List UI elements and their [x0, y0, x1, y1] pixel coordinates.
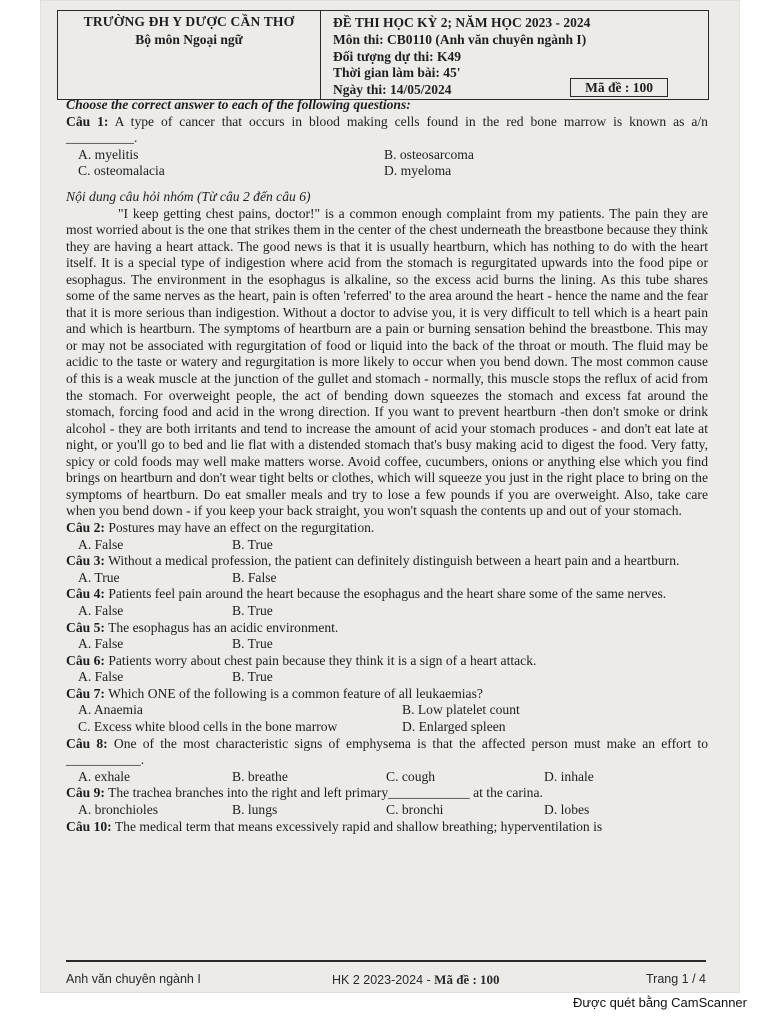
option-b: B. osteosarcoma: [384, 146, 474, 162]
question-1: [66, 114, 708, 147]
question-text: One of the most characteristic signs of emphysema is that the affected person must make an effort to ___________.: [66, 735, 708, 768]
question-4: [66, 586, 708, 603]
header-school-block: [58, 11, 321, 99]
question-text: The medical term that means excessively rapid and shallow breathing; hyperventilation is: [114, 818, 603, 834]
option-a: A. False: [78, 602, 124, 618]
option-a: A. Anaemia: [78, 702, 143, 718]
exam-audience: Đối tượng dự thi: K49: [333, 48, 461, 64]
option-c: C. cough: [386, 768, 436, 784]
option-b: B. False: [232, 569, 277, 585]
question-label: Câu 7:: [66, 685, 105, 701]
question-9-options: [66, 802, 708, 819]
exam-code-box: Mã đề : 100: [570, 78, 668, 97]
footer-course: Anh văn chuyên ngành I: [66, 972, 201, 986]
question-4-options: [66, 603, 708, 620]
exam-date: Ngày thi: 14/05/2024: [333, 82, 452, 98]
option-b: B. True: [232, 536, 273, 552]
question-2: [66, 520, 708, 537]
exam-title: ĐỀ THI HỌC KỲ 2; NĂM HỌC 2023 - 2024: [333, 15, 591, 30]
question-label: Câu 2:: [66, 519, 105, 535]
question-text: Patients feel pain around the heart because the esophagus and the heart share some of the same nerves.: [108, 586, 667, 602]
option-b: B. Low platelet count: [402, 702, 520, 718]
question-text: The trachea branches into the right and left primary____________ at the carina.: [108, 785, 543, 801]
question-1-options-row1: [66, 147, 708, 164]
option-d: D. Enlarged spleen: [402, 719, 506, 735]
header-exam-block: [321, 11, 708, 99]
question-8-options: [66, 769, 708, 786]
question-7-options-row1: [66, 702, 708, 719]
question-text: Which ONE of the following is a common feature of all leukaemias?: [108, 685, 483, 701]
question-text: Postures may have an effect on the regurgitation.: [108, 519, 375, 535]
option-c: C. Excess white blood cells in the bone marrow: [78, 719, 338, 735]
footer-exam-code: Mã đề : 100: [434, 972, 500, 987]
question-text: The esophagus has an acidic environment.: [108, 619, 339, 635]
footer-term: [332, 972, 500, 988]
question-label: Câu 8:: [66, 735, 108, 751]
camscanner-note: Được quét bằng CamScanner: [572, 995, 747, 1010]
question-7-options-row2: [66, 719, 708, 736]
option-a: A. bronchioles: [78, 802, 159, 818]
option-c: C. osteomalacia: [78, 163, 165, 179]
option-d: D. myeloma: [384, 163, 452, 179]
question-3: [66, 553, 708, 570]
question-label: Câu 9:: [66, 785, 105, 801]
option-a: A. False: [78, 636, 124, 652]
exam-subject: Môn thi: CB0110 (Anh văn chuyên ngành I): [333, 31, 587, 47]
instruction-text: Choose the correct answer to each of the following questions:: [66, 97, 411, 112]
question-text: A type of cancer that occurs in blood making cells found in the red bone marrow is known as a/n __________.: [66, 113, 708, 146]
option-d: D. inhale: [544, 768, 594, 784]
question-5-options: [66, 636, 708, 653]
option-a: A. True: [78, 569, 120, 585]
footer-page-number: Trang 1 / 4: [646, 972, 706, 986]
option-a: A. myelitis: [78, 146, 139, 162]
question-1-options-row2: [66, 163, 708, 180]
question-text: Patients worry about chest pain because they think it is a sign of a heart attack.: [108, 652, 537, 668]
department-name: Bộ môn Ngoại ngữ: [135, 32, 243, 47]
question-10: [66, 819, 708, 836]
option-a: A. False: [78, 669, 124, 685]
school-name: TRƯỜNG ĐH Y DƯỢC CẦN THƠ: [83, 14, 295, 29]
option-b: B. True: [232, 669, 273, 685]
question-3-options: [66, 570, 708, 587]
question-8: [66, 736, 708, 769]
option-b: B. lungs: [232, 802, 278, 818]
exam-duration: Thời gian làm bài: 45': [333, 65, 461, 81]
exam-content: [66, 97, 708, 835]
question-2-options: [66, 537, 708, 554]
footer-term-text: HK 2 2023-2024 -: [332, 973, 431, 987]
reading-passage: "I keep getting chest pains, doctor!" is a common enough complaint from my patients. The pain they are most worried about is the one that strikes them in the center of the chest underneath the breastbone because they think they are having a heart attack. The good news is that it is usually heartburn, which has nothing to do with the heart itself. It is a special type of indigestion where acid from the stomach is regurgitated upwards into the food pipe or esophagus. The environment in the esophagus is alkaline, so the excess acid burns the lining. As this tube shares some of the same nerves as the heart, pain is often 'referred' to the area around the heart - hence the name and the fear that it is more serious than indigestion. Without a doctor to advise you, it is very difficult to tell which is a heart pain and which is heartburn. The symptoms of heartburn are a pain or burning sensation behind the breastbone. This may or may not be associated with regurgitation of food or liquid into the back of the throat or mouth. The fluid may be acidic to the taste or watery and regurgitation is more likely to occur when you bend down. The most common cause of this is a weak muscle at the junction of the gullet and stomach - normally, this muscle stops the reflux of acid from the stomach. For overweight people, the act of bending down squeezes the stomach and excess fat around the stomach, forcing food and acid in the wrong direction. If you want to prevent heartburn -then don't smoke or drink alcohol - they are both irritants and tend to increase the amount of acid your stomach produces - and don't eat late at night, or you'll go to bed and lie flat with a distended stomach that's busy making acid to digest the food. Very fatty, spicy or cold foods may well make matters worse. Avoid coffee, cucumbers, onions or anything else which you find brings on heartburn and don't wear tight belts or clothes, which will squeeze you just in the right place to bring on the symptoms of heartburn. Do eat smaller meals and try to lose a few pounds if you are overweight. Also, take care when you bend down - if you keep your back straight, you won't squash the contents up and out of your stomach.: [66, 205, 708, 519]
group-title: Nội dung câu hỏi nhóm (Từ câu 2 đến câu 6): [66, 188, 311, 204]
question-6: [66, 653, 708, 670]
question-7: [66, 686, 708, 703]
question-label: Câu 6:: [66, 652, 105, 668]
question-9: [66, 785, 708, 802]
option-a: A. False: [78, 536, 124, 552]
option-b: B. True: [232, 602, 273, 618]
option-a: A. exhale: [78, 768, 131, 784]
question-text: Without a medical profession, the patient can definitely distinguish between a heart pain and a heartburn.: [108, 553, 680, 569]
option-b: B. True: [232, 636, 273, 652]
footer-divider: [66, 960, 706, 962]
question-label: Câu 5:: [66, 619, 105, 635]
exam-header: [57, 10, 709, 100]
option-c: C. bronchi: [386, 802, 444, 818]
question-label: Câu 1:: [66, 113, 109, 129]
question-5: [66, 620, 708, 637]
option-b: B. breathe: [232, 768, 288, 784]
question-label: Câu 10:: [66, 818, 112, 834]
option-d: D. lobes: [544, 802, 590, 818]
question-label: Câu 3:: [66, 553, 105, 569]
question-6-options: [66, 669, 708, 686]
question-label: Câu 4:: [66, 586, 105, 602]
